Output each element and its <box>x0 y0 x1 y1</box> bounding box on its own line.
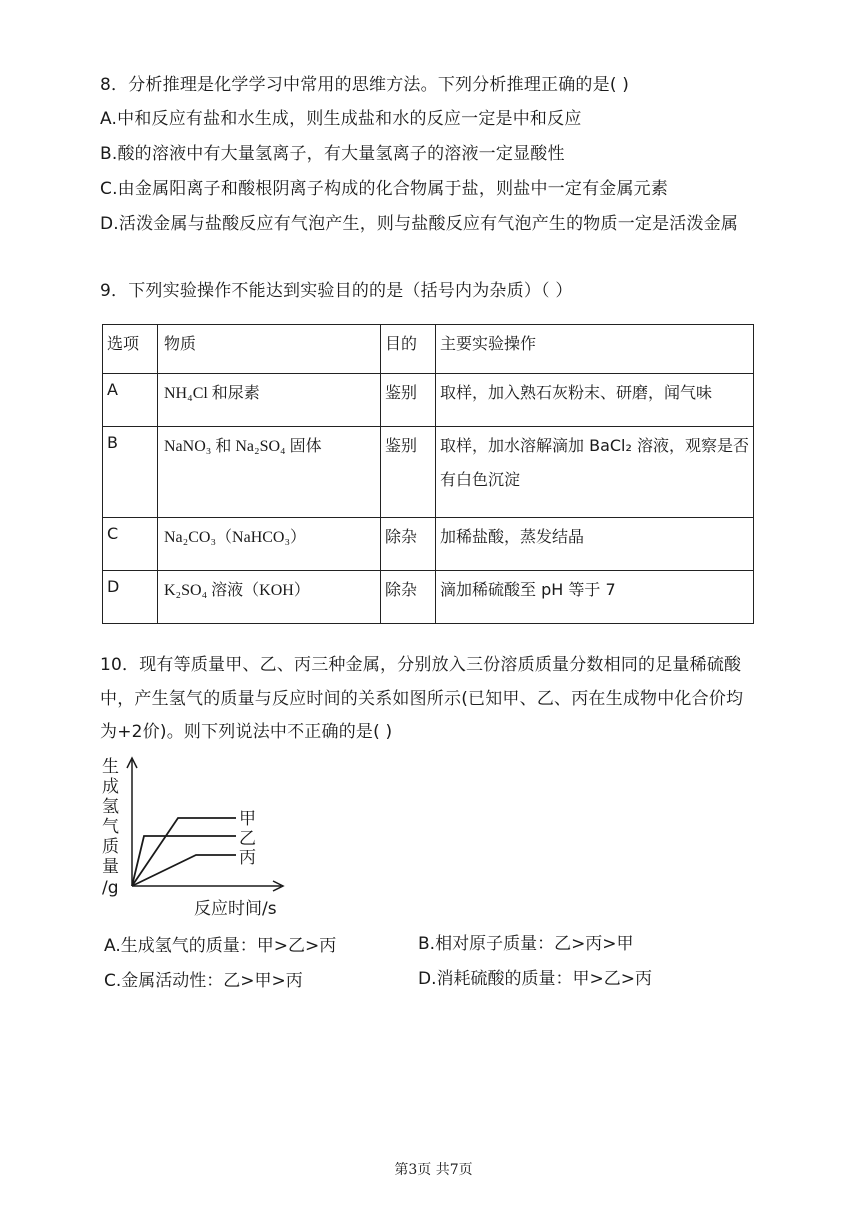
row-option: A <box>103 374 158 427</box>
q8-stem: 8．分析推理是化学学习中常用的思维方法。下列分析推理正确的是( ) <box>100 75 630 95</box>
row-operation: 滴加稀硫酸至 pH 等于 7 <box>436 571 754 624</box>
row-purpose: 除杂 <box>381 571 436 624</box>
header-option: 选项 <box>103 325 158 374</box>
header-substance: 物质 <box>158 325 381 374</box>
q10-option-d: D.消耗硫酸的质量：甲>乙>丙 <box>418 969 652 989</box>
ylabel-char: 成 <box>102 777 119 797</box>
q10-graph <box>96 752 296 922</box>
row-purpose: 除杂 <box>381 518 436 571</box>
row-operation: 取样，加入熟石灰粉末、研磨，闻气味 <box>436 374 754 427</box>
row-purpose: 鉴别 <box>381 427 436 518</box>
q10-option-a: A.生成氢气的质量：甲>乙>丙 <box>104 936 337 956</box>
curve-label-bing: 丙 <box>239 848 256 868</box>
q8-option-b: B.酸的溶液中有大量氢离子，有大量氢离子的溶液一定显酸性 <box>100 144 565 164</box>
row-purpose: 鉴别 <box>381 374 436 427</box>
header-purpose: 目的 <box>381 325 436 374</box>
ylabel-char: 量 <box>102 857 119 877</box>
table-header-row <box>103 325 754 374</box>
ylabel-char: 质 <box>102 837 119 857</box>
row-operation: 取样，加水溶解滴加 BaCl₂ 溶液，观察是否有白色沉淀 <box>436 427 754 518</box>
q9-table <box>102 324 754 624</box>
row-substance: NH₄Cl 和尿素 <box>158 374 381 427</box>
q10-stem-line-1: 10．现有等质量甲、乙、丙三种金属，分别放入三份溶质质量分数相同的足量稀硫酸 <box>100 655 742 675</box>
table-row <box>103 571 754 624</box>
q9-stem: 9．下列实验操作不能达到实验目的的是（括号内为杂质）（ ） <box>100 281 573 301</box>
ylabel-char: /g <box>102 878 119 898</box>
curve-bing <box>132 855 236 886</box>
row-option: D <box>103 571 158 624</box>
table-row <box>103 427 754 518</box>
q8-option-c: C.由金属阳离子和酸根阴离子构成的化合物属于盐，则盐中一定有金属元素 <box>100 179 669 199</box>
ylabel-char: 氢 <box>102 797 119 817</box>
curve-label-jia: 甲 <box>239 809 256 829</box>
q8-option-d: D.活泼金属与盐酸反应有气泡产生，则与盐酸反应有气泡产生的物质一定是活泼金属 <box>100 214 739 234</box>
q10-stem-line-2: 中，产生氢气的质量与反应时间的关系如图所示(已知甲、乙、丙在生成物中化合价均 <box>100 689 744 709</box>
x-axis-label: 反应时间/s <box>194 899 277 919</box>
row-operation: 加稀盐酸，蒸发结晶 <box>436 518 754 571</box>
q10-option-c: C.金属活动性：乙>甲>丙 <box>104 971 303 991</box>
q10-option-b: B.相对原子质量：乙>丙>甲 <box>418 934 634 954</box>
q8-option-a: A.中和反应有盐和水生成，则生成盐和水的反应一定是中和反应 <box>100 109 582 129</box>
row-substance: NaNO₃ 和 Na₂SO₄ 固体 <box>158 427 381 518</box>
row-option: C <box>103 518 158 571</box>
table-row <box>103 518 754 571</box>
row-option: B <box>103 427 158 518</box>
table-row <box>103 374 754 427</box>
ylabel-char: 气 <box>102 817 119 837</box>
row-substance: Na₂CO₃（NaHCO₃） <box>158 518 381 571</box>
header-operation: 主要实验操作 <box>436 325 754 374</box>
ylabel-char: 生 <box>102 757 119 777</box>
curve-jia <box>132 818 236 886</box>
q10-stem-line-3: 为+2价)。则下列说法中不正确的是( ) <box>100 722 393 742</box>
curve-label-yi: 乙 <box>239 829 256 849</box>
row-substance: K₂SO₄ 溶液（KOH） <box>158 571 381 624</box>
page-footer: 第3页 共7页 <box>394 1162 473 1178</box>
